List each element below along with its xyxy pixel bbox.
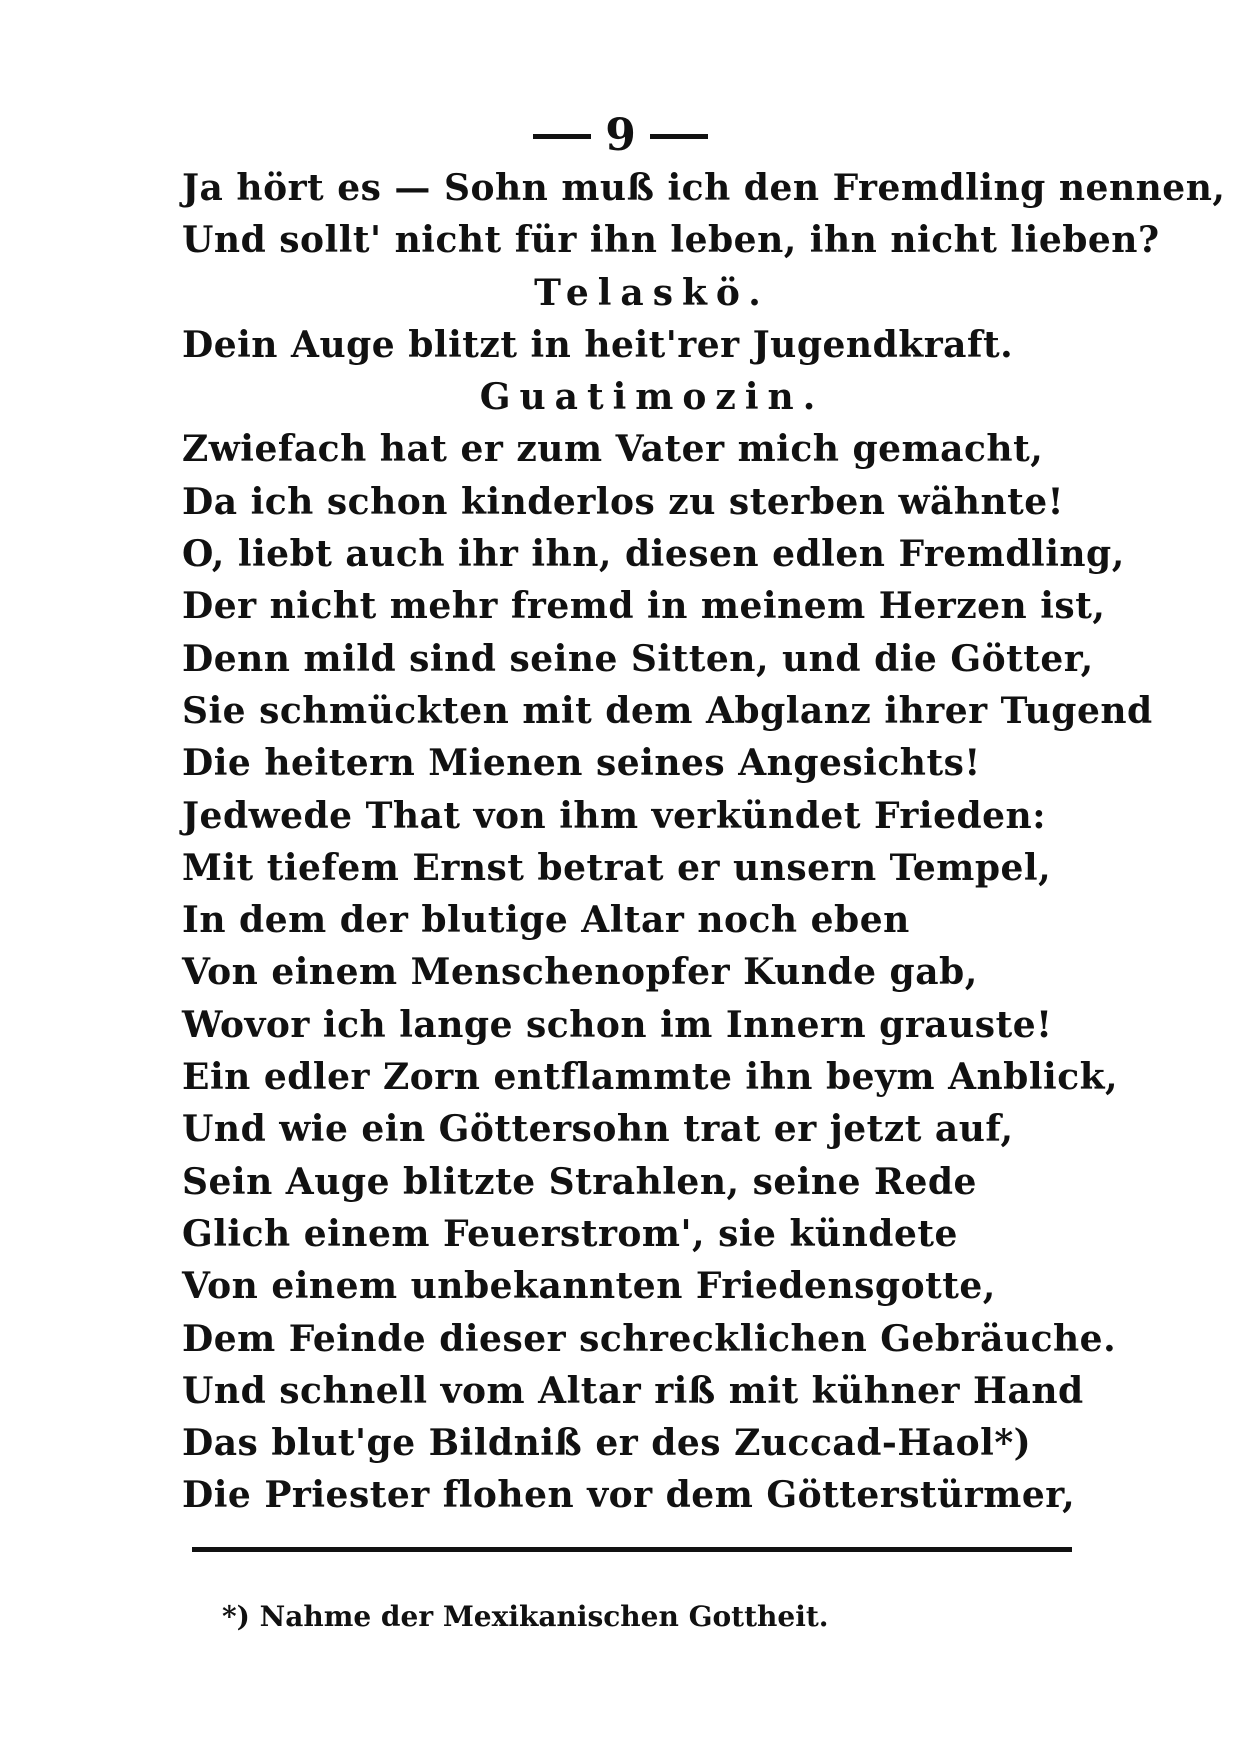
verse-line: Das blut'ge Bildniß er des Zuccad-Haol*) xyxy=(182,1422,1032,1465)
verse-line: Da ich schon kinderlos zu sterben wähnte! xyxy=(182,480,1064,523)
verse-line: Die heitern Mienen seines Angesichts! xyxy=(182,742,981,785)
verse-line: Dein Auge blitzt in heit'rer Jugendkraft. xyxy=(182,323,1014,366)
verse-line: Denn mild sind seine Sitten, und die Götter, xyxy=(182,637,1094,680)
header-ornament-right xyxy=(650,134,708,139)
verse-line: Dem Feinde dieser schrecklichen Gebräuche. xyxy=(182,1317,1117,1360)
verse-line: In dem der blutige Altar noch eben xyxy=(182,899,910,942)
verse-line: Und sollt' nicht für ihn leben, ihn nicht lieben? xyxy=(182,219,1160,262)
verse-line: Von einem Menschenopfer Kunde gab, xyxy=(182,951,978,994)
page-number: 9 xyxy=(605,110,636,161)
verse-line: Zwiefach hat er zum Vater mich gemacht, xyxy=(182,428,1044,471)
verse-text xyxy=(182,162,1226,1522)
footnote: *) Nahme der Mexikanischen Gottheit. xyxy=(222,1600,829,1633)
verse-line: Jedwede That von ihm verkündet Frieden: xyxy=(182,794,1047,837)
verse-line: O, liebt auch ihr ihn, diesen edlen Fremdling, xyxy=(182,533,1125,576)
speaker-name: Telaskö. xyxy=(534,271,770,314)
footnote-divider xyxy=(192,1547,1072,1552)
verse-line: Mit tiefem Ernst betrat er unsern Tempel, xyxy=(182,846,1052,889)
verse-line: Und schnell vom Altar riß mit kühner Hand xyxy=(182,1369,1084,1412)
verse-line: Wovor ich lange schon im Innern grauste! xyxy=(182,1003,1053,1046)
verse-line: Sie schmückten mit dem Abglanz ihrer Tugend xyxy=(182,689,1153,732)
verse-line: Und wie ein Göttersohn trat er jetzt auf, xyxy=(182,1108,1014,1151)
header-ornament-left xyxy=(533,134,591,139)
verse-line: Ein edler Zorn entflammte ihn beym Anblick, xyxy=(182,1056,1119,1099)
speaker-name: Guatimozin. xyxy=(479,376,825,419)
verse-line: Der nicht mehr fremd in meinem Herzen ist, xyxy=(182,585,1106,628)
page-header xyxy=(0,108,1241,164)
verse-line: Ja hört es — Sohn muß ich den Fremdling nennen, xyxy=(182,167,1226,209)
verse-line: Glich einem Feuerstrom', sie kündete xyxy=(182,1212,958,1255)
verse-line: Von einem unbekannten Friedensgotte, xyxy=(182,1265,996,1308)
verse-line: Die Priester flohen vor dem Götterstürmer, xyxy=(182,1474,1076,1517)
verse-line: Sein Auge blitzte Strahlen, seine Rede xyxy=(182,1160,977,1203)
